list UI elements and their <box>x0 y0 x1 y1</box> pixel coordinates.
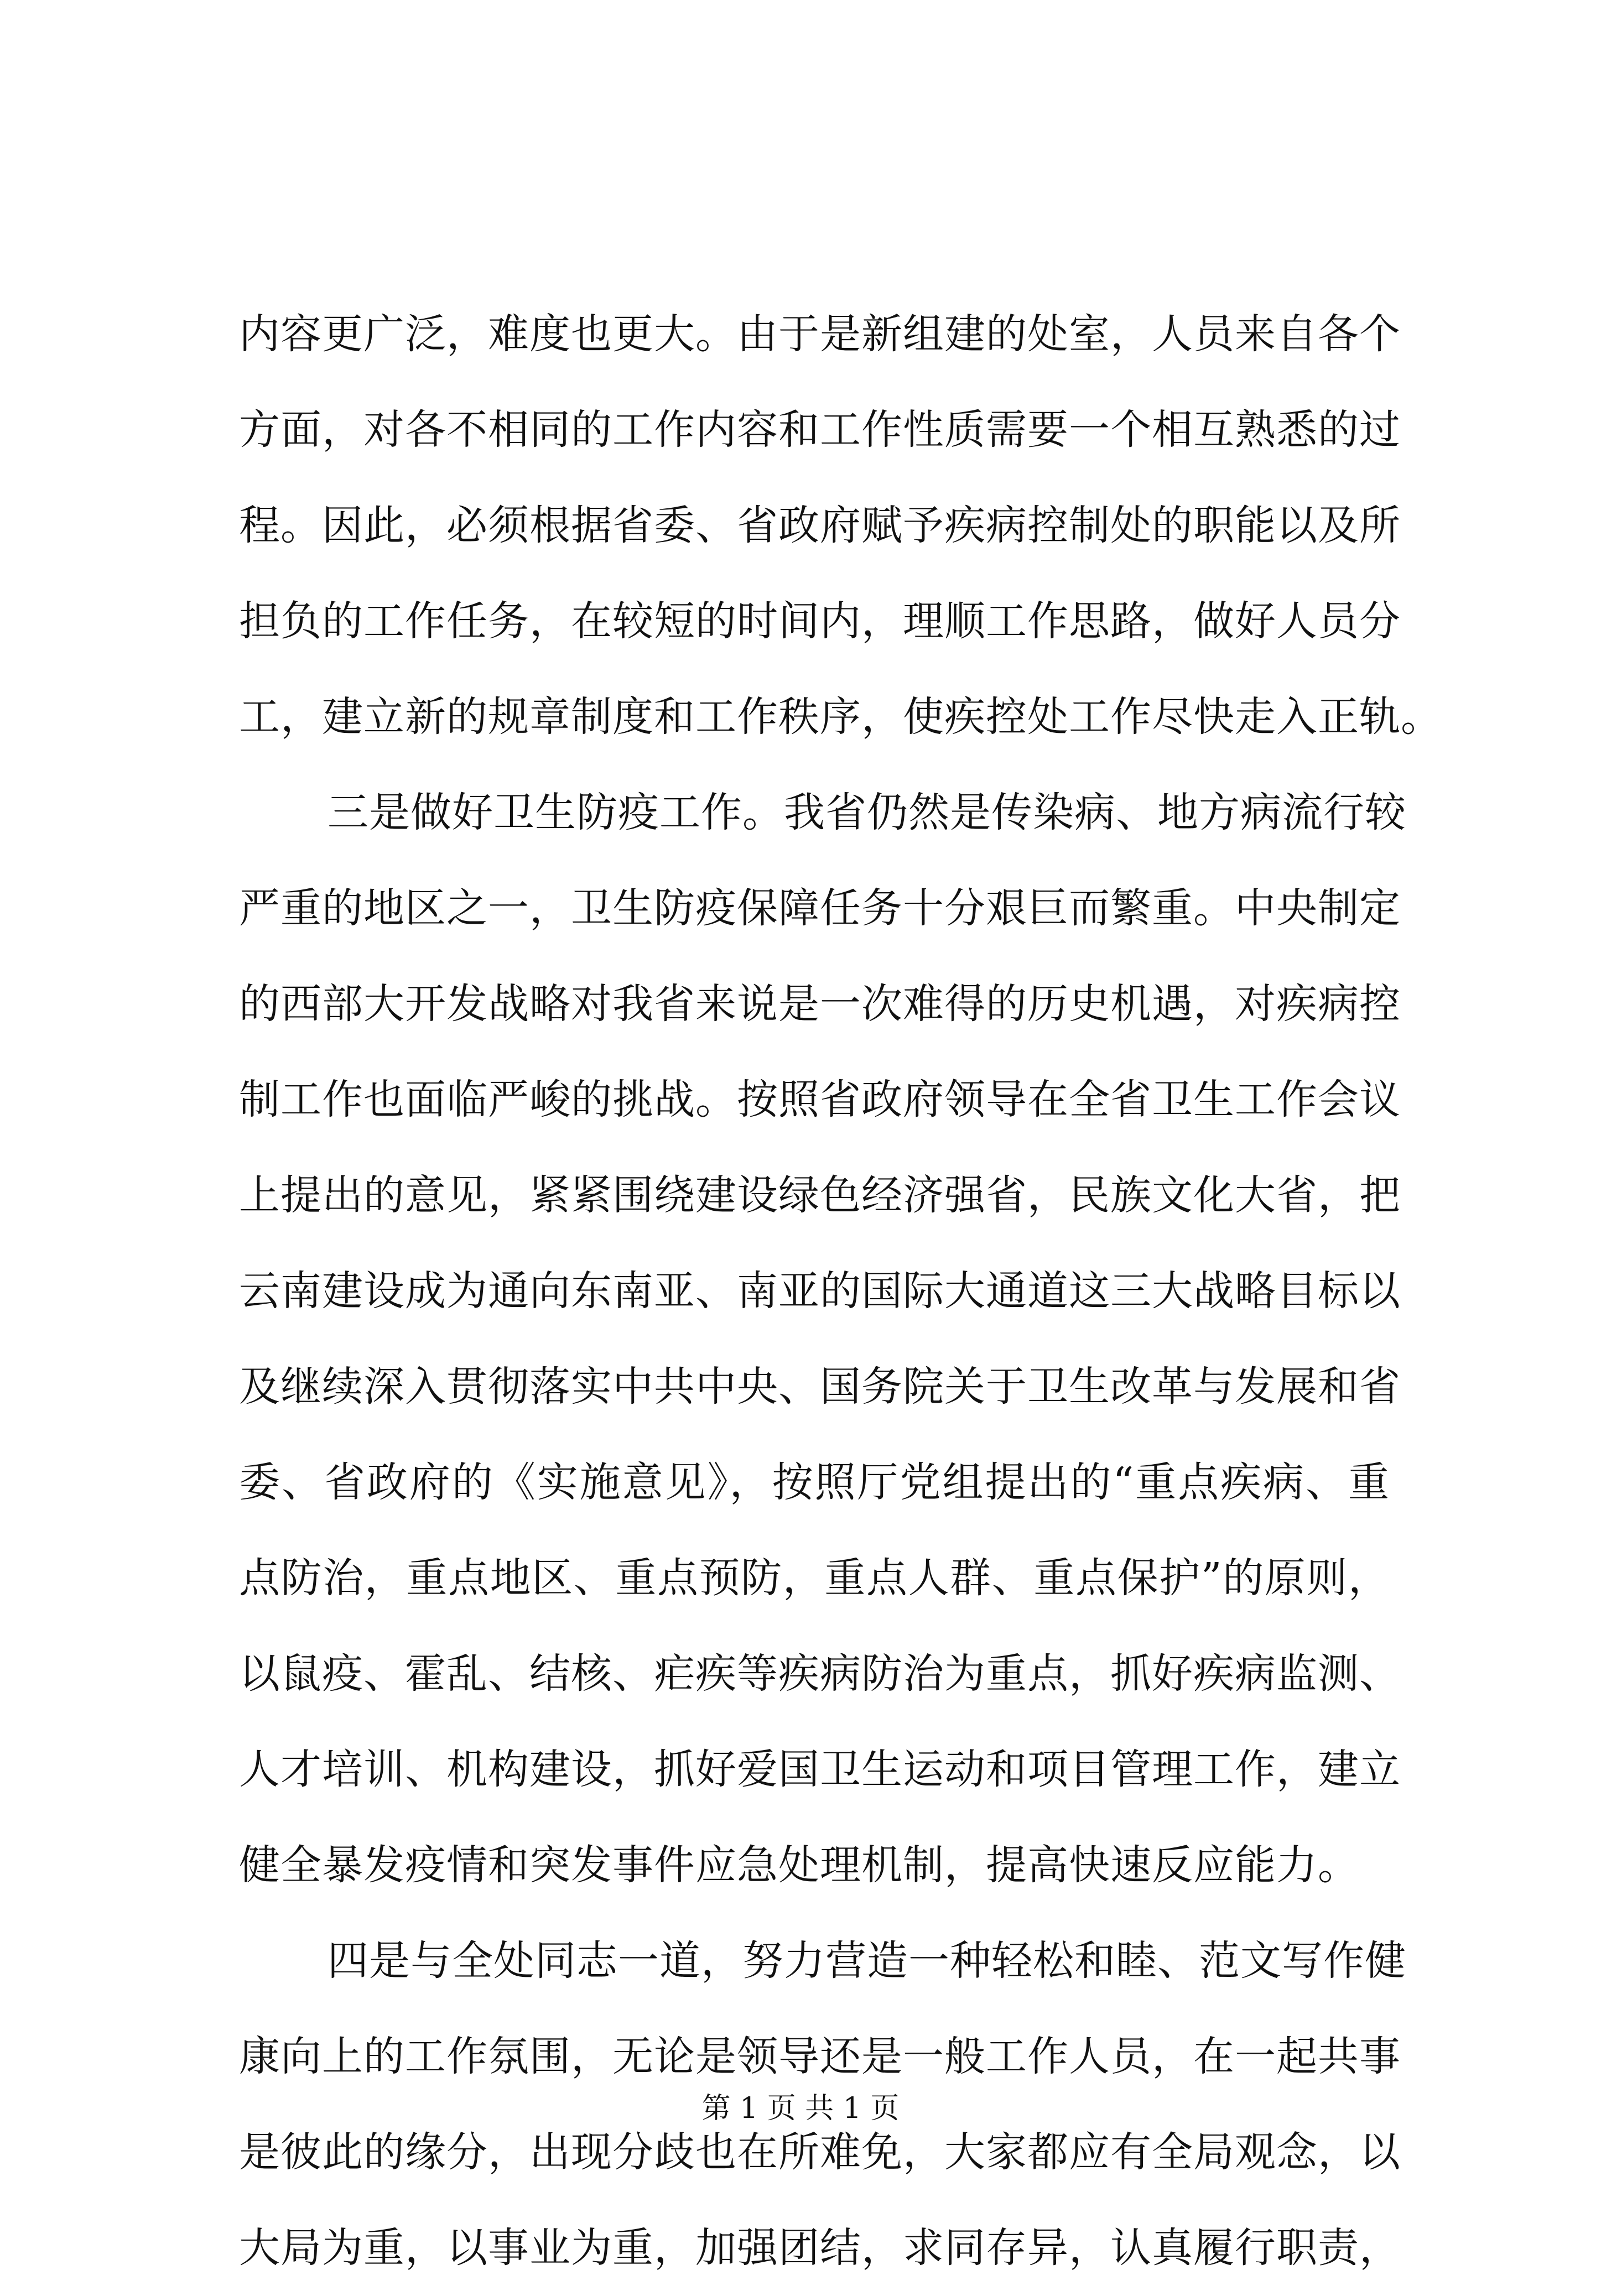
text-line: 工，建立新的规章制度和工作秩序，使疾控处工作尽快走入正轨。 <box>239 693 1442 741</box>
text-line: 以鼠疫、霍乱、结核、疟疾等疾病防治为重点，抓好疾病监测、 <box>239 1650 1401 1698</box>
paragraph-start-line: 四是与全处同志一道，努力营造一种轻松和睦、范文写作健 <box>328 1937 1406 1985</box>
text-line: 健全暴发疫情和突发事件应急处理机制，提高快速反应能力。 <box>239 1841 1359 1889</box>
text-line: 人才培训、机构建设，抓好爱国卫生运动和项目管理工作，建立 <box>239 1746 1401 1793</box>
text-line: 上提出的意见，紧紧围绕建设绿色经济强省，民族文化大省，把 <box>239 1172 1401 1219</box>
text-line: 大局为重，以事业为重，加强团结，求同存异，认真履行职责， <box>239 2224 1401 2272</box>
text-line: 康向上的工作氛围，无论是领导还是一般工作人员，在一起共事 <box>239 2033 1401 2080</box>
text-line: 的西部大开发战略对我省来说是一次难得的历史机遇，对疾病控 <box>239 980 1401 1028</box>
text-line: 方面，对各不相同的工作内容和工作性质需要一个相互熟悉的过 <box>239 406 1401 454</box>
text-line: 是彼此的缘分，出现分歧也在所难免，大家都应有全局观念，以 <box>239 2128 1401 2176</box>
text-line: 程。因此，必须根据省委、省政府赋予疾病控制处的职能以及所 <box>239 502 1401 549</box>
text-line: 及继续深入贯彻落实中共中央、国务院关于卫生改革与发展和省 <box>239 1363 1401 1410</box>
page-number-footer: 第 1 页 共 1 页 <box>701 2092 900 2125</box>
text-line: 内容更广泛，难度也更大。由于是新组建的处室，人员来自各个 <box>239 310 1401 358</box>
text-line: 云南建设成为通向东南亚、南亚的国际大通道这三大战略目标以 <box>239 1267 1401 1315</box>
text-line: 严重的地区之一，卫生防疫保障任务十分艰巨而繁重。中央制定 <box>239 884 1401 932</box>
text-line: 委、省政府的《实施意见》，按照厅党组提出的“重点疾病、重 <box>239 1459 1390 1506</box>
document-body <box>239 287 1442 2296</box>
text-line: 担负的工作任务，在较短的时间内，理顺工作思路，做好人员分 <box>239 597 1401 645</box>
text-line: 点防治，重点地区、重点预防，重点人群、重点保护”的原则， <box>239 1554 1390 1602</box>
paragraph-start-line: 三是做好卫生防疫工作。我省仍然是传染病、地方病流行较 <box>328 789 1406 836</box>
text-line: 制工作也面临严峻的挑战。按照省政府领导在全省卫生工作会议 <box>239 1076 1401 1123</box>
